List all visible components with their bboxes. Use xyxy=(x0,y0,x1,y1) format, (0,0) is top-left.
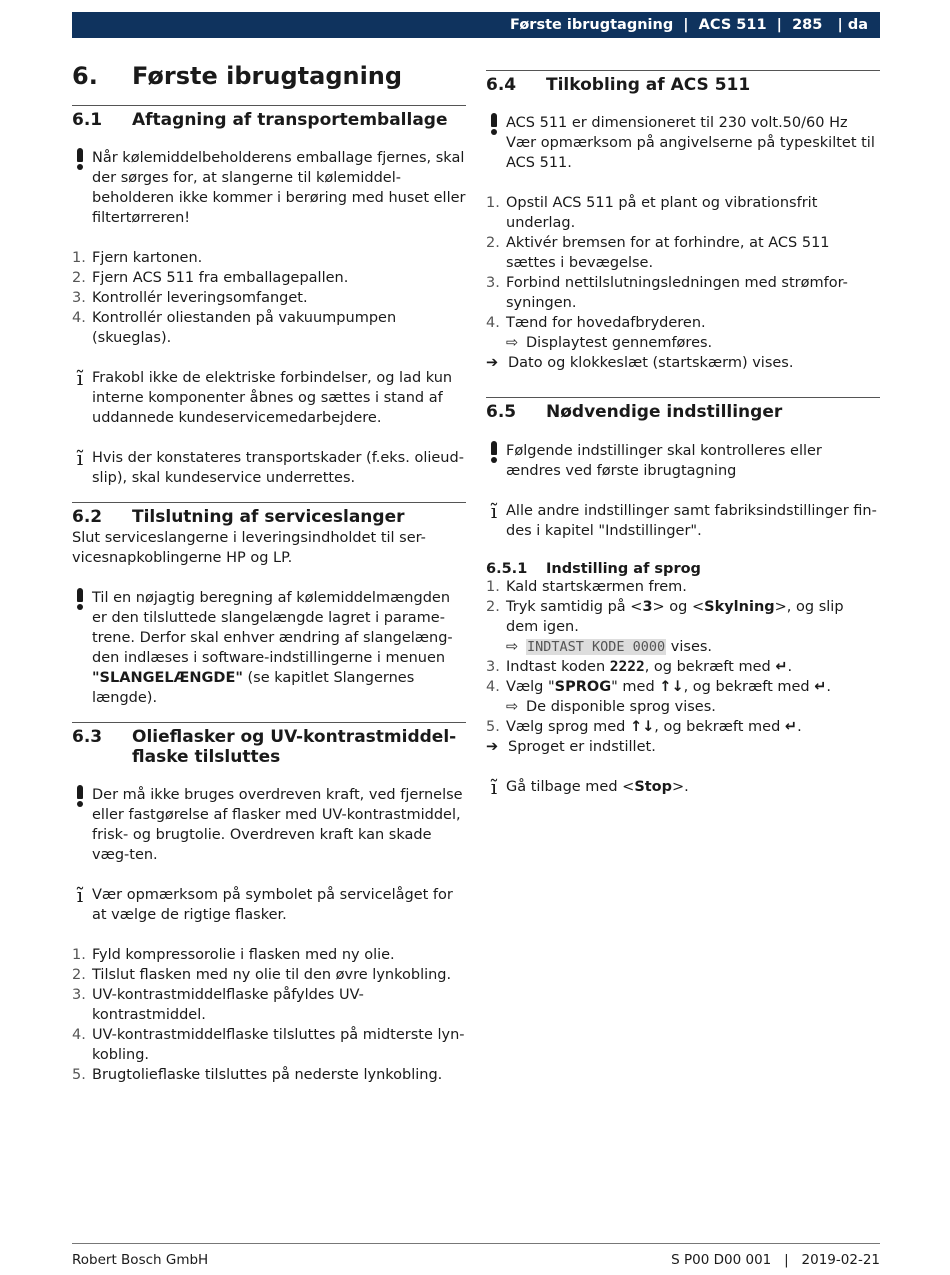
intermediate-result: ⇨ De disponible sprog vises. xyxy=(506,698,716,715)
step-list-6-5-1-end xyxy=(486,717,880,737)
display-text: INDTAST KODE 0000 xyxy=(527,638,666,655)
header-text: Første ibrugtagning | ACS 511 | 285 | da xyxy=(510,17,868,33)
enter-key-icon: ↵ xyxy=(814,678,827,695)
info-icon: ĩ xyxy=(76,366,84,391)
section-heading-6-3: 6.3 Olieflasker og UV-kontrastmiddel-flaske tilsluttes xyxy=(72,726,457,767)
list-item: 1. Fyld kompressorolie i flasken med ny olie. xyxy=(72,947,395,964)
hollow-arrow-icon: ⇨ xyxy=(506,638,519,655)
step-list-6-3 xyxy=(72,945,466,1085)
page-header-bar xyxy=(72,12,880,38)
enter-key-icon: ↵ xyxy=(784,718,798,735)
arrow-up-icon: ↑ xyxy=(629,718,643,735)
warning-icon xyxy=(486,113,502,135)
page-footer xyxy=(72,1243,880,1268)
list-item: 3. Forbind nettilslutningsledningen med strømfor-syningen. xyxy=(486,275,848,312)
hollow-arrow-icon: ⇨ xyxy=(506,335,519,352)
list-item: 5. Vælg sprog med ↑↓, og bekræft med ↵. xyxy=(486,718,802,735)
list-item: 2. Fjern ACS 511 fra emballagepallen. xyxy=(72,270,349,287)
step-list-6-5-1 xyxy=(486,577,880,637)
left-column xyxy=(72,62,466,1085)
info-icon: ĩ xyxy=(76,446,84,471)
warning-icon xyxy=(72,148,88,170)
list-item: 2. Tilslut flasken med ny olie til den øvre lynkobling. xyxy=(72,967,452,984)
list-item: 1. Fjern kartonen. xyxy=(72,250,203,267)
list-item: 2. Tryk samtidig på <3> og <Skylning>, og slip dem igen. xyxy=(486,598,844,635)
warning-note: Til en nøjagtig beregning af kølemiddelmængden er den tilsluttede slangelængde lagret i parame-trene. Derfor skal enhver ændring af slangelæng-den indlæses i software-indstillingerne i menuen "SLANGELÆNGDE" (se kapitlet Slangernes længde). xyxy=(72,588,466,708)
step-list-6-4 xyxy=(486,193,880,333)
info-icon: ĩ xyxy=(490,498,498,523)
step-list-6-1 xyxy=(72,248,466,348)
info-note: ĩ Frakobl ikke de elektriske forbindelser, og lad kun interne komponenter åbnes og sættes i stand af uddannede kundeservicemedarbejdere. xyxy=(72,368,466,428)
enter-key-icon: ↵ xyxy=(775,658,788,675)
arrow-down-icon: ↓ xyxy=(642,718,655,735)
section-heading-6-1: 6.1 Aftagning af transportemballage xyxy=(72,109,448,130)
result-line: ➔ Dato og klokkeslæt (startskærm) vises. xyxy=(486,355,794,372)
warning-note: Følgende indstillinger skal kontrolleres eller ændres ved første ibrugtagning xyxy=(486,441,880,481)
info-icon: ĩ xyxy=(76,883,84,908)
list-item: 3. Kontrollér leveringsomfanget. xyxy=(72,290,308,307)
info-note: ĩ Hvis der konstateres transportskader (f.eks. olieud-slip), skal kundeservice underrettes. xyxy=(72,448,466,488)
section-heading-6-2: 6.2 Tilslutning af serviceslanger xyxy=(72,507,405,528)
list-item: 3. UV-kontrastmiddelflaske påfyldes UV-kontrastmiddel. xyxy=(72,987,364,1024)
subsection-heading-6-5-1: 6.5.1 Indstilling af sprog xyxy=(486,560,701,577)
warning-note: Når kølemiddelbeholderens emballage fjernes, skal der sørges for, at slangerne til kølemiddel-beholderen ikke kommer i berøring med huset eller filtertørreren! xyxy=(72,148,466,228)
info-note: ĩ Vær opmærksom på symbolet på servicelåget for at vælge de rigtige flasker. xyxy=(72,885,466,925)
warning-icon xyxy=(72,785,88,807)
warning-icon xyxy=(72,588,88,610)
footer-docref: S P00 D00 001 | 2019-02-21 xyxy=(671,1252,880,1268)
list-item: 4. Tænd for hovedafbryderen. xyxy=(486,315,706,332)
section-intro: Slut serviceslangerne i leveringsindholdet til ser-vicesnapkoblingerne HP og LP. xyxy=(72,529,426,566)
list-item: 4. UV-kontrastmiddelflaske tilsluttes på midterste lyn-kobling. xyxy=(72,1027,465,1064)
list-item: 2. Aktivér bremsen for at forhindre, at ACS 511 sættes i bevægelse. xyxy=(486,235,830,272)
chapter-heading: 6. Første ibrugtagning xyxy=(72,62,403,90)
section-heading-6-5: 6.5 Nødvendige indstillinger xyxy=(486,402,783,423)
intermediate-result: ⇨ INDTAST KODE 0000 vises. xyxy=(506,638,713,655)
arrow-down-icon: ↓ xyxy=(671,678,684,695)
list-item: 3. Indtast koden 2222, og bekræft med ↵. xyxy=(486,658,793,675)
list-item: 1. Opstil ACS 511 på et plant og vibrationsfrit underlag. xyxy=(486,195,818,232)
result-line: ➔ Sproget er indstillet. xyxy=(486,738,656,755)
list-item: 1. Kald startskærmen frem. xyxy=(486,578,687,595)
footer-company: Robert Bosch GmbH xyxy=(72,1252,209,1268)
list-item: 4. Kontrollér oliestanden på vakuumpumpen (skueglas). xyxy=(72,310,397,347)
warning-note: ACS 511 er dimensioneret til 230 volt.50/60 Hz Vær opmærksom på angivelserne på typeskiltet til ACS 511. xyxy=(486,113,880,173)
intermediate-result: ⇨ Displaytest gennemføres. xyxy=(506,335,713,352)
hollow-arrow-icon: ⇨ xyxy=(506,698,519,715)
result-arrow-icon: ➔ xyxy=(486,355,499,372)
info-note: ĩ Gå tilbage med <Stop>. xyxy=(486,777,880,797)
step-list-6-5-1-cont xyxy=(486,657,880,697)
info-note: ĩ Alle andre indstillinger samt fabriksindstillinger fin-des i kapitel "Indstillinger". xyxy=(486,501,880,541)
list-item: 4. Vælg "SPROG" med ↑↓, og bekræft med ↵. xyxy=(486,678,831,695)
section-heading-6-4: 6.4 Tilkobling af ACS 511 xyxy=(486,75,751,95)
info-icon: ĩ xyxy=(490,774,498,799)
right-column xyxy=(486,70,880,797)
list-item: 5. Brugtolieflaske tilsluttes på nederste lynkobling. xyxy=(72,1067,443,1084)
result-arrow-icon: ➔ xyxy=(486,738,499,755)
arrow-up-icon: ↑ xyxy=(659,678,672,695)
warning-note: Der må ikke bruges overdreven kraft, ved fjernelse eller fastgørelse af flasker med UV-kontrastmiddel, frisk- og brugtolie. Overdreven kraft kan skade væg-ten. xyxy=(72,785,466,865)
warning-icon xyxy=(486,441,502,463)
